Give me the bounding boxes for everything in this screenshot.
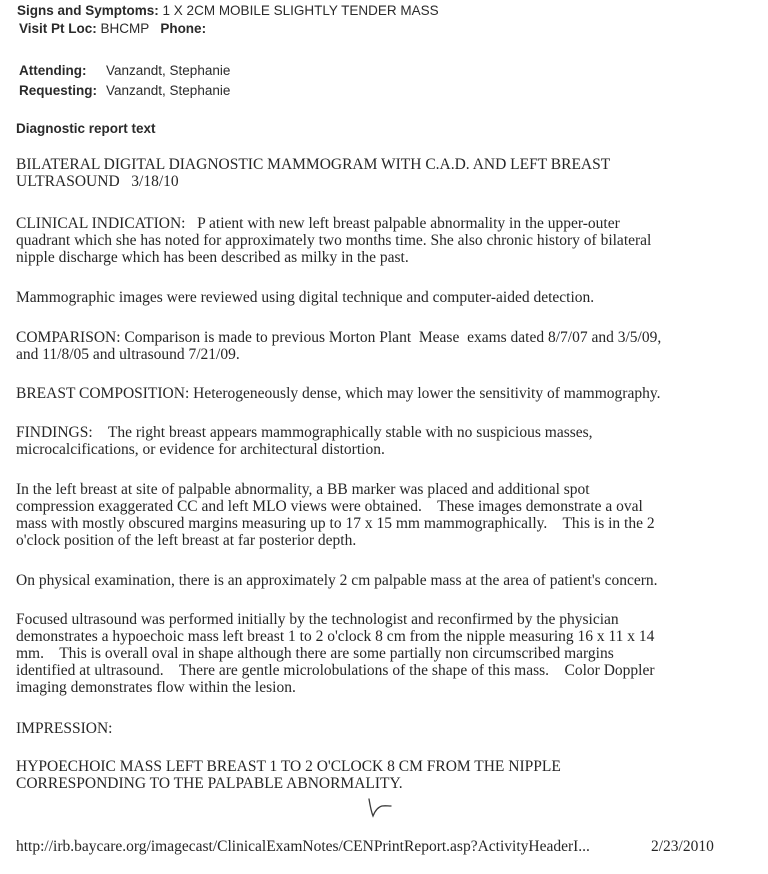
paragraph-line: FINDINGS: The right breast appears mammographically stable with no suspicious masses, bbox=[16, 424, 593, 441]
report-title-line: BILATERAL DIGITAL DIAGNOSTIC MAMMOGRAM WITH C.A.D. AND LEFT BREAST bbox=[16, 156, 611, 173]
handwritten-signature-icon bbox=[366, 797, 394, 819]
paragraph-line: microcalcifications, or evidence for architectural distortion. bbox=[16, 441, 385, 458]
paragraph-line: Mammographic images were reviewed using digital technique and computer-aided detection. bbox=[16, 289, 595, 306]
signs-symptoms-label: Signs and Symptoms: bbox=[17, 3, 159, 18]
visit-location-value: BHCMP bbox=[100, 21, 150, 36]
impression-heading: IMPRESSION: bbox=[16, 720, 113, 737]
requesting-label: Requesting: bbox=[19, 83, 98, 98]
attending-label: Attending: bbox=[19, 63, 87, 78]
attending-row bbox=[19, 63, 230, 78]
footer-url[interactable]: http://irb.baycare.org/imagecast/ClinicalExamNotes/CENPrintReport.asp?ActivityHeaderI... bbox=[16, 838, 590, 855]
requesting-value: Vanzandt, Stephanie bbox=[106, 83, 231, 98]
physical-exam-paragraph bbox=[16, 572, 756, 589]
paragraph-line: CLINICAL INDICATION: P atient with new left breast palpable abnormality in the upper-outer bbox=[16, 215, 620, 232]
paragraph-line: CORRESPONDING TO THE PALPABLE ABNORMALITY. bbox=[16, 775, 403, 792]
report-title bbox=[16, 156, 756, 190]
paragraph-line: In the left breast at site of palpable abnormality, a BB marker was placed and additional spot bbox=[16, 481, 590, 498]
breast-composition-paragraph bbox=[16, 385, 756, 402]
visit-location-row bbox=[19, 21, 206, 36]
findings-paragraph bbox=[16, 424, 756, 458]
paragraph-line: identified at ultrasound. There are gentle microlobulations of the shape of this mass. Color Doppler bbox=[16, 662, 655, 679]
technique-paragraph bbox=[16, 289, 756, 306]
paragraph-line: On physical examination, there is an approximately 2 cm palpable mass at the area of patient's concern. bbox=[16, 572, 658, 589]
comparison-paragraph bbox=[16, 329, 756, 363]
phone-label: Phone: bbox=[160, 21, 207, 36]
attending-value: Vanzandt, Stephanie bbox=[106, 63, 231, 78]
signs-symptoms-row bbox=[17, 3, 439, 18]
paragraph-line: compression exaggerated CC and left MLO views were obtained. These images demonstrate a oval bbox=[16, 498, 643, 515]
paragraph-line: nipple discharge which has been described as milky in the past. bbox=[16, 249, 409, 266]
paragraph-line: BREAST COMPOSITION: Heterogeneously dense, which may lower the sensitivity of mammography. bbox=[16, 385, 661, 402]
paragraph-line: imaging demonstrates flow within the lesion. bbox=[16, 679, 296, 696]
impression-paragraph bbox=[16, 758, 756, 792]
paragraph-line: quadrant which she has noted for approximately two months time. She also chronic history of bilateral bbox=[16, 232, 652, 249]
paragraph-line: COMPARISON: Comparison is made to previous Morton Plant Mease exams dated 8/7/07 and 3/5/09, bbox=[16, 329, 662, 346]
paragraph-line: o'clock position of the left breast at far posterior depth. bbox=[16, 532, 357, 549]
left-breast-paragraph bbox=[16, 481, 756, 549]
signs-symptoms-value: 1 X 2CM MOBILE SLIGHTLY TENDER MASS bbox=[162, 3, 439, 18]
visit-location-label: Visit Pt Loc: bbox=[19, 21, 97, 36]
report-title-line: ULTRASOUND 3/18/10 bbox=[16, 173, 179, 190]
paragraph-line: and 11/8/05 and ultrasound 7/21/09. bbox=[16, 346, 240, 363]
paragraph-line: demonstrates a hypoechoic mass left breast 1 to 2 o'clock 8 cm from the nipple measuring 16 x 11 x 14 bbox=[16, 628, 655, 645]
paragraph-line: Focused ultrasound was performed initially by the technologist and reconfirmed by the physician bbox=[16, 611, 619, 628]
requesting-row bbox=[19, 83, 230, 98]
clinical-indication-paragraph bbox=[16, 215, 756, 266]
section-title: Diagnostic report text bbox=[16, 121, 156, 136]
footer-date: 2/23/2010 bbox=[651, 838, 714, 855]
paragraph-line: HYPOECHOIC MASS LEFT BREAST 1 TO 2 O'CLOCK 8 CM FROM THE NIPPLE bbox=[16, 758, 561, 775]
impression-label bbox=[16, 720, 756, 737]
ultrasound-paragraph bbox=[16, 611, 756, 696]
paragraph-line: mm. This is overall oval in shape although there are some partially non circumscribed margins bbox=[16, 645, 614, 662]
paragraph-line: mass with mostly obscured margins measuring up to 17 x 15 mm mammographically. This is in the 2 bbox=[16, 515, 655, 532]
